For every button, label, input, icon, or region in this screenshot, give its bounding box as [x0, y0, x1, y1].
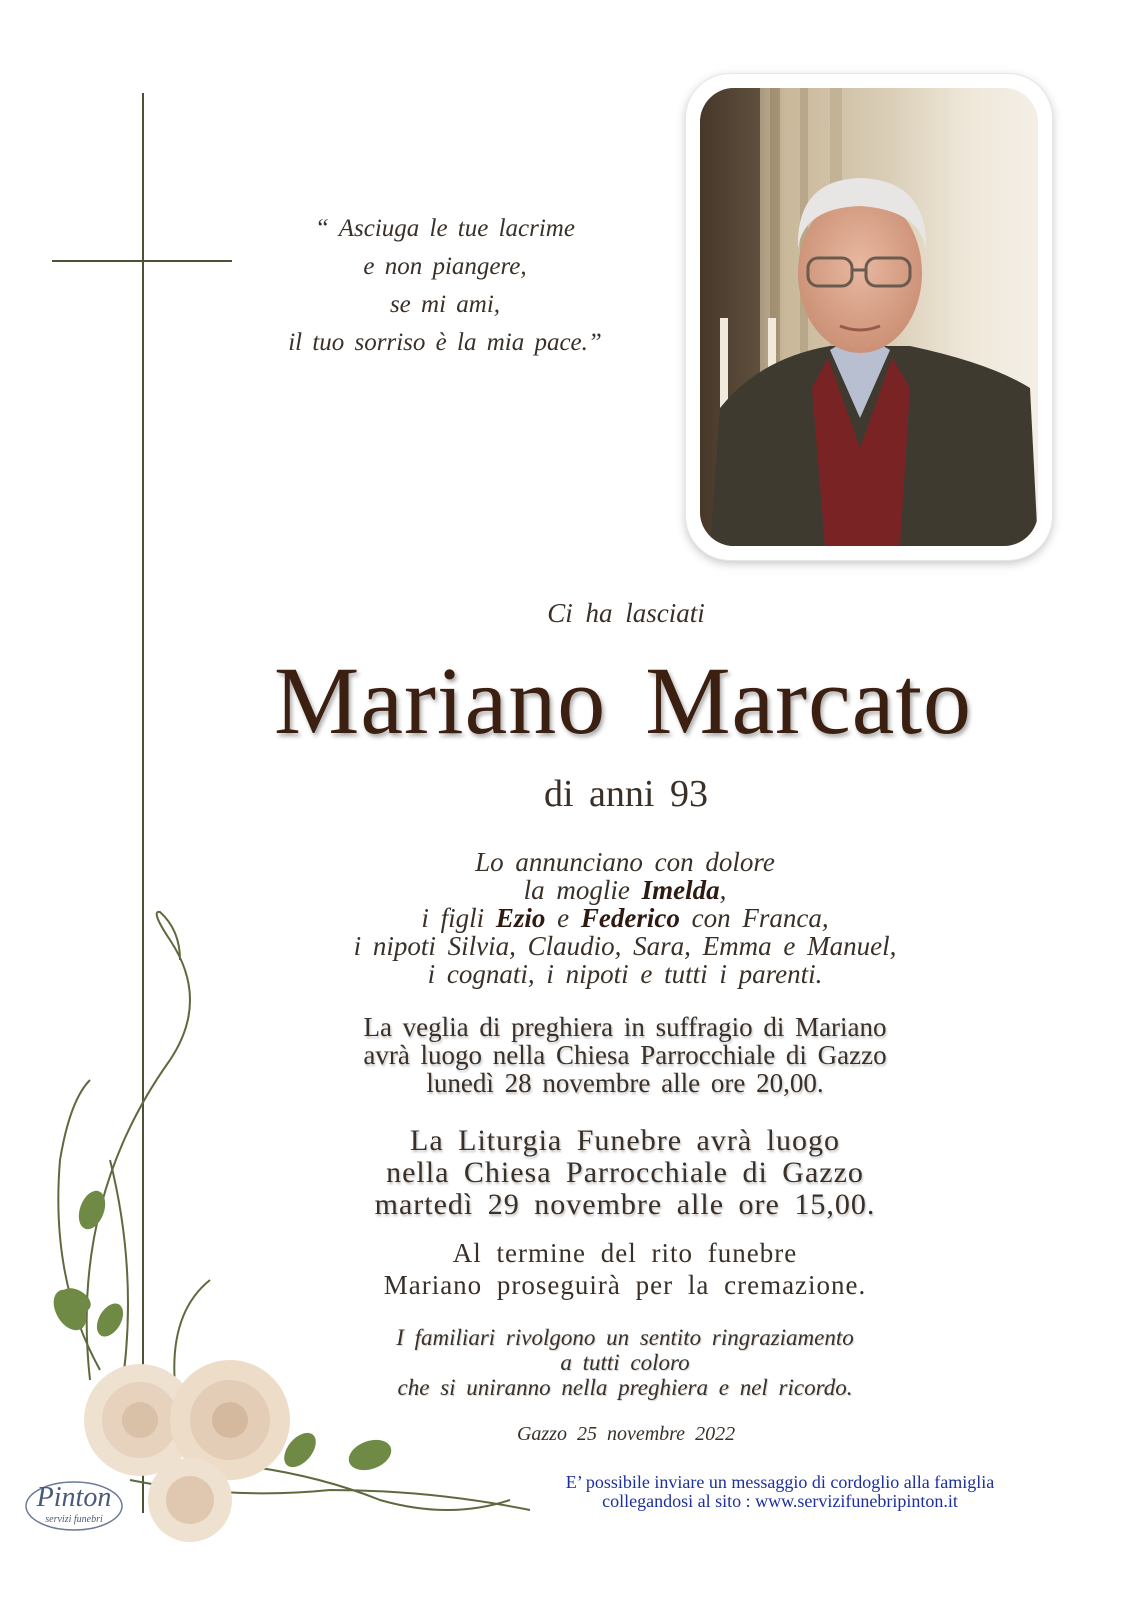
- vigil-line: avrà luogo nella Chiesa Parrocchiale di Gazzo: [363, 1040, 887, 1070]
- vigil-line: La veglia di preghiera in suffragio di Mariano: [363, 1012, 887, 1042]
- vigil-line: lunedì 28 novembre alle ore 20,00.: [426, 1068, 824, 1098]
- family-text: i figli: [421, 903, 496, 933]
- logo-name: Pinton: [36, 1482, 112, 1513]
- date-place: Gazzo 25 novembre 2022: [516, 1423, 736, 1445]
- condolence-line: E’ possibile inviare un messaggio di cordoglio alla famiglia: [565, 1472, 995, 1492]
- rite-line: Al termine del rito funebre: [452, 1238, 798, 1268]
- logo-tagline: servizi funebri: [45, 1514, 103, 1525]
- condolence-notice[interactable]: [520, 1473, 1040, 1511]
- rite-line: Mariano proseguirà per la cremazione.: [383, 1270, 867, 1300]
- deceased-age: di anni 93: [544, 773, 708, 815]
- quote-line: se mi ami,: [389, 291, 501, 318]
- liturgy-line: nella Chiesa Parrocchiale di Gazzo: [386, 1156, 864, 1189]
- liturgy-line: martedì 29 novembre alle ore 15,00.: [374, 1188, 876, 1221]
- family-text: con Franca,: [679, 903, 829, 933]
- family-line: Lo annunciano con dolore: [475, 847, 775, 877]
- wife-name: Imelda: [641, 875, 720, 905]
- intro-text: Ci ha lasciati: [547, 598, 705, 628]
- liturgy-line: La Liturgia Funebre avrà luogo: [410, 1124, 840, 1157]
- portrait-photo: [700, 88, 1038, 546]
- quote-line: e non piangere,: [363, 253, 527, 280]
- deceased-name: Mariano Marcato: [273, 647, 973, 754]
- quote-line: il tuo sorriso è la mia pace.”: [288, 329, 602, 356]
- son-name: Federico: [580, 903, 680, 933]
- son-name: Ezio: [495, 903, 546, 933]
- thanks-line: I familiari rivolgono un sentito ringraziamento: [396, 1325, 854, 1350]
- family-line: i nipoti Silvia, Claudio, Sara, Emma e Manuel,: [353, 931, 897, 961]
- family-text: la moglie: [523, 875, 642, 905]
- condolence-link[interactable]: collegandosi al sito : www.servizifunebripinton.it: [602, 1491, 958, 1511]
- family-text: e: [545, 903, 581, 933]
- thanks-line: che si uniranno nella preghiera e nel ricordo.: [397, 1375, 853, 1400]
- family-text: ,: [719, 875, 727, 905]
- company-logo: [22, 1476, 126, 1538]
- quote: [240, 210, 650, 362]
- thanks-line: a tutti coloro: [560, 1350, 690, 1375]
- family-line: i cognati, i nipoti e tutti i parenti.: [427, 959, 823, 989]
- cross-horizontal: [52, 260, 232, 262]
- quote-line: “ Asciuga le tue lacrime: [315, 215, 575, 242]
